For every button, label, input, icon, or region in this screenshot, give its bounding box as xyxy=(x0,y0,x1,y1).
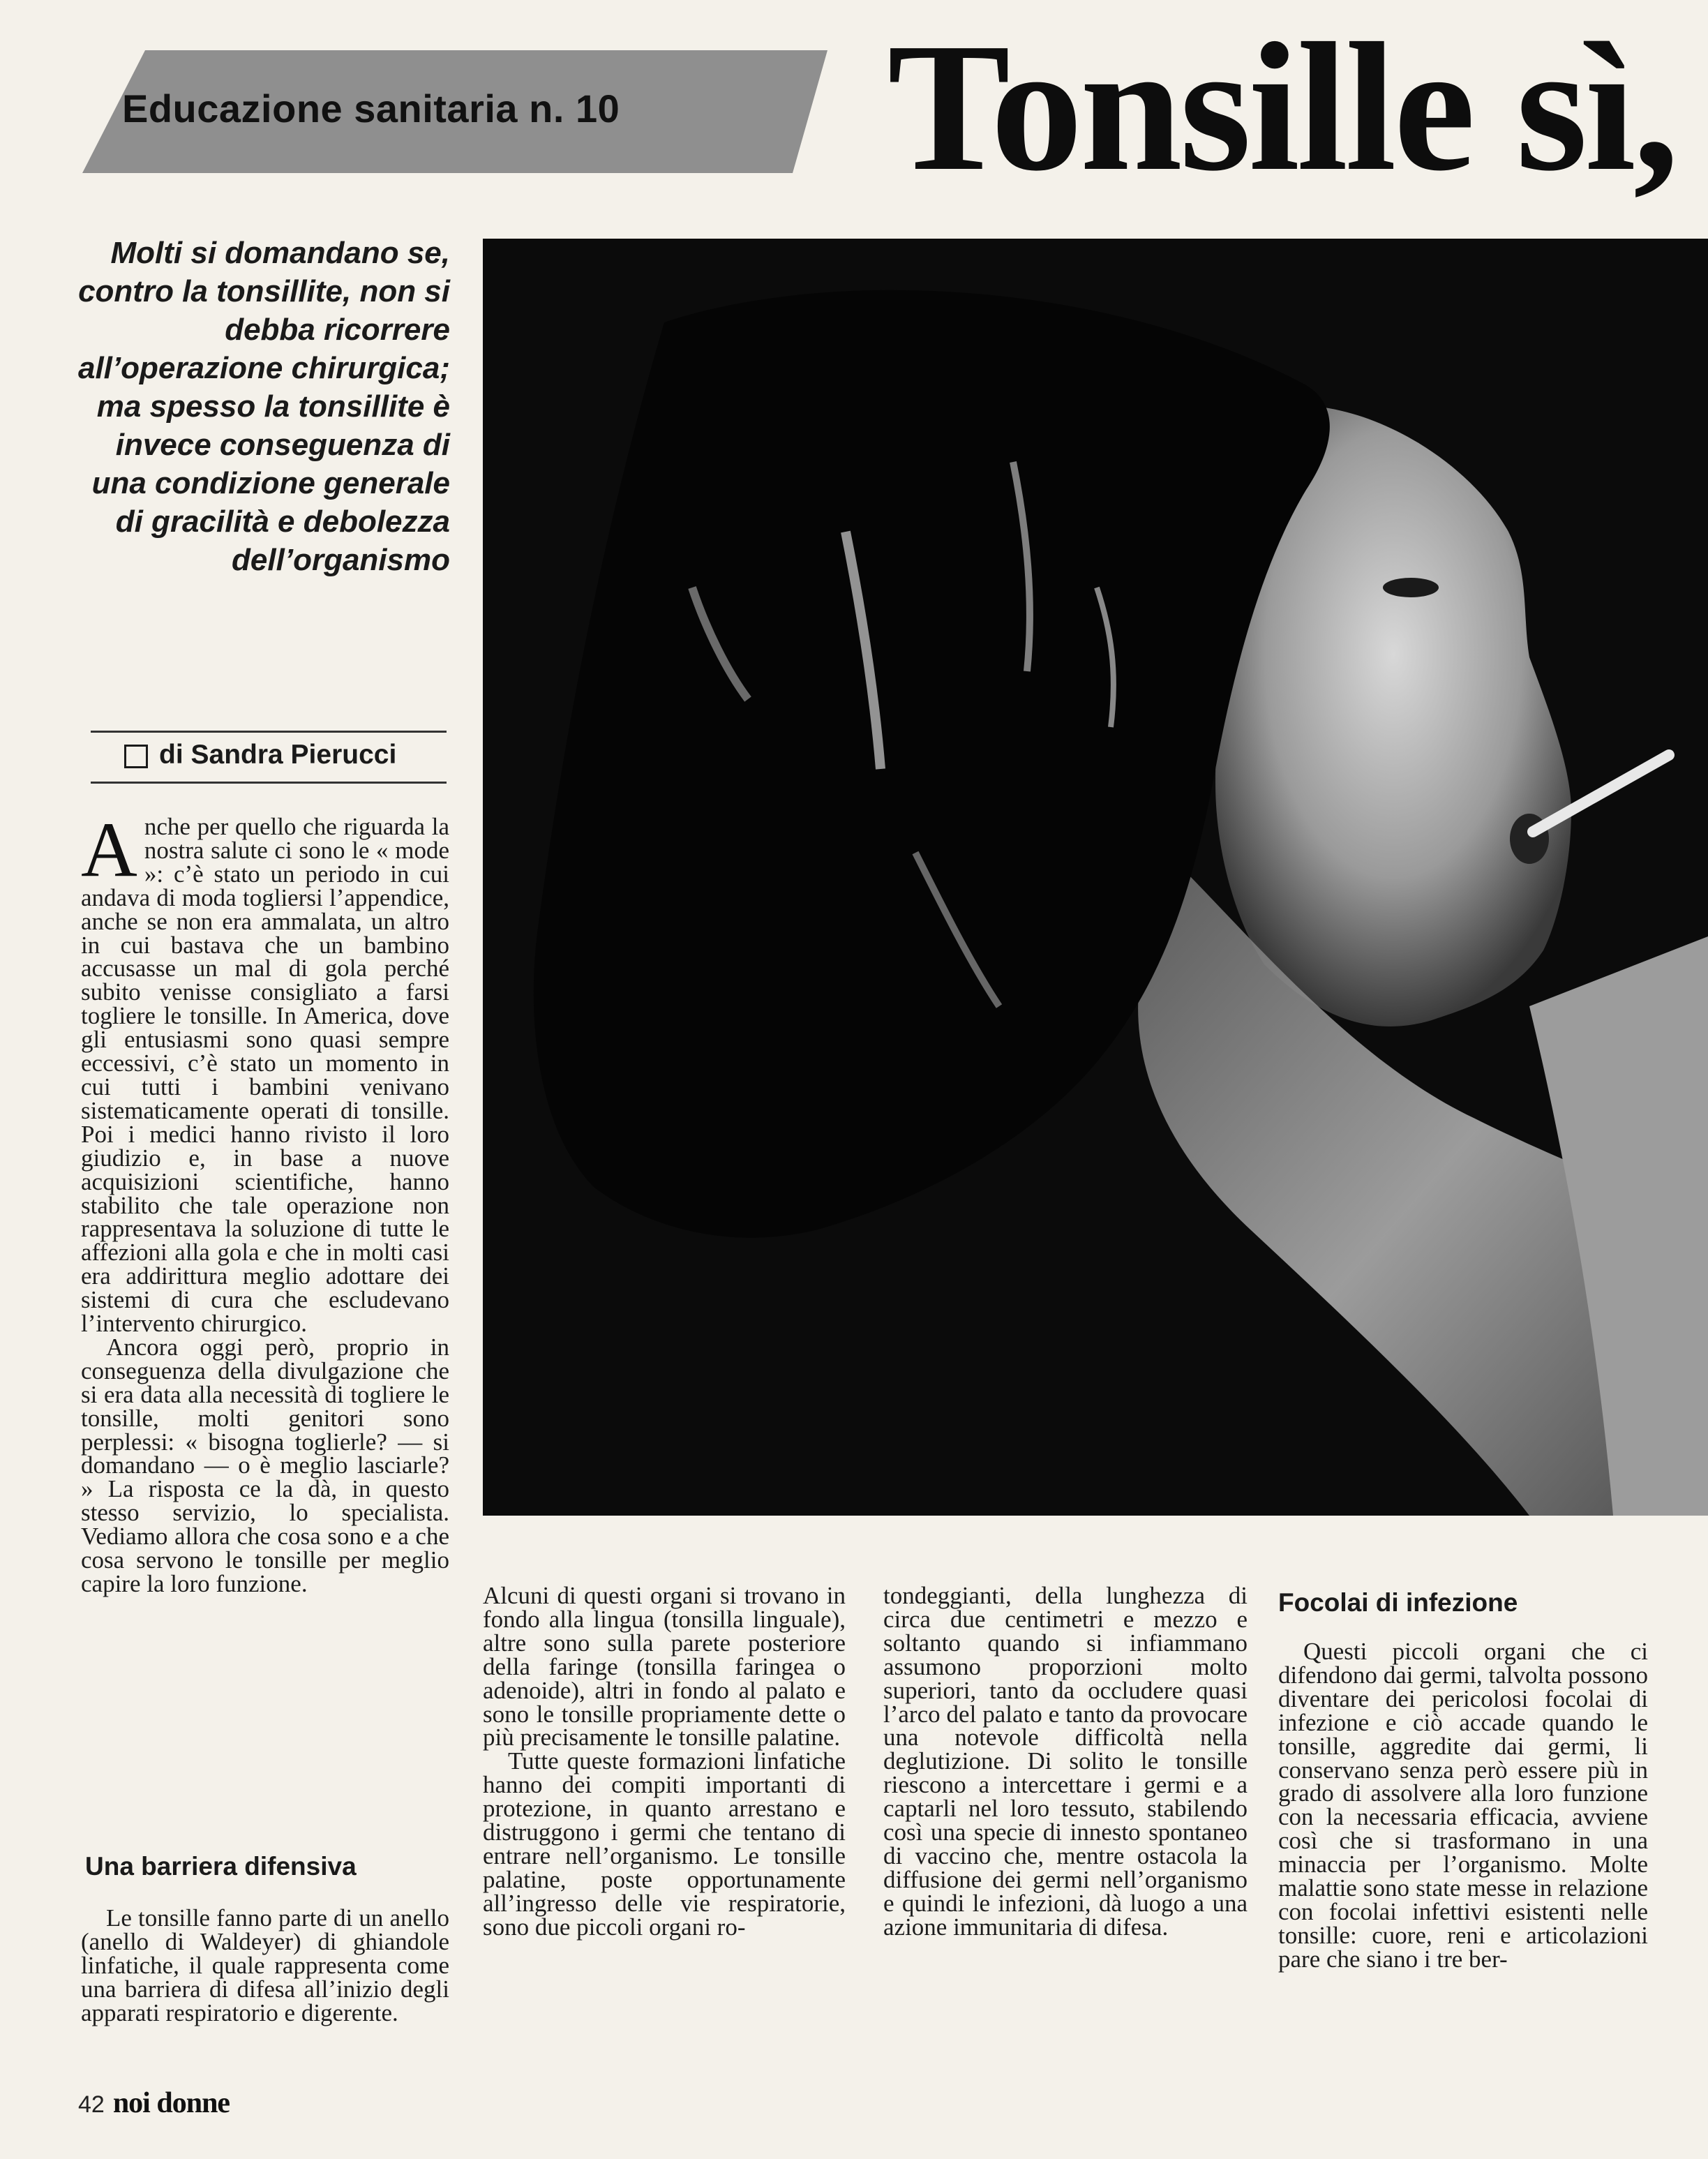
col1-paragraph-3: Le tonsille fanno parte di un anello (anello di Waldeyer) di ghiandole linfatiche, il quale rappresenta come una barriera di difesa all’inizio degli apparati respiratorio e digerente. xyxy=(81,1904,449,2026)
bullet-square-icon xyxy=(124,745,148,768)
byline: di Sandra Pierucci xyxy=(159,740,397,770)
page-footer xyxy=(78,2086,230,2120)
byline-rule-top xyxy=(91,731,447,733)
col2-paragraph-1: Alcuni di questi organi si trovano in fondo alla lingua (tonsilla linguale), altre sono sulla parete posteriore della faringe (tonsilla faringea o adenoide), altri in fondo al palato e sono le tonsille propriamente dette o più precisamente le tonsille palatine. xyxy=(483,1582,846,1751)
text-column-1 xyxy=(81,807,449,1597)
magazine-logo: noi donne xyxy=(112,2087,230,2119)
text-column-2 xyxy=(483,1584,846,1939)
series-label: Educazione sanitaria n. 10 xyxy=(122,87,620,130)
photo-icon xyxy=(483,239,1708,1516)
byline-rule-bottom xyxy=(91,782,447,784)
col2-paragraph-2: Tutte queste formazioni linfatiche hanno dei compiti importanti di protezione, in quanto arrestano e distruggono i germi che tentano di entrare nell’organismo. Le tonsille palatine, poste opportunamente all’ingresso delle vie respiratorie, sono due piccoli organi ro- xyxy=(483,1747,846,1941)
page-number: 42 xyxy=(78,2091,105,2118)
text-column-4 xyxy=(1278,1640,1648,1971)
col4-paragraph-1: Questi piccoli organi che ci difendono dai germi, talvolta possono diventare dei pericolosi focolai di infezione e ciò accade quando le tonsille, aggredite dai germi, li conservano senza però essere più in grado di assolvere alla loro funzione con la necessaria efficacia, avviene così che si trasformano in una minaccia per l’organismo. Molte malattie sono state messe in relazione con focolai infettivi esistenti nelle tonsille: cuore, reni e articolazioni pare che siano i tre ber- xyxy=(1278,1638,1648,1973)
subhead-focolai: Focolai di infezione xyxy=(1278,1588,1518,1617)
article-title: Tonsille sì, xyxy=(887,6,1677,209)
col1-paragraph-1: nche per quello che riguarda la nostra salute ci sono le « mode »: c’è stato un periodo in cui andava di moda togliersi l’appendice, anche se non era ammalata, un altro in cui bastava che un bambino accusasse un mal di gola perché subito venisse consigliato a farsi togliere le tonsille. In America, dove gli entusiasmi sono quasi sempre eccessivi, c’è stato un momento in cui tutti i bambini venivano sistematicamente operati di tonsille. Poi i medici hanno rivisto il loro giudizio e, in base a nuove acquisizioni scientifiche, hanno stabilito che tale operazione non rappresentava la soluzione di tutte le affezioni alla gola e che in molti casi era addirittura meglio adottare dei sistemi di cura che escludevano l’intervento chirurgico. xyxy=(81,813,449,1338)
col3-paragraph-1: tondeggianti, della lunghezza di circa due centimetri e mezzo e soltanto quando si infiammano assumono proporzioni molto superiori, tanto da occludere quasi l’arco del palato e tanto da provocare una notevole difficoltà nella deglutizione. Di solito le tonsille riescono a intercettare i germi e a captarli nel loro tessuto, stabilendo così una specie di innesto spontaneo di vaccino che, mentre ostacola la diffusione dei germi nell’organismo e quindi le infezioni, dà luogo a una azione immunitaria di difesa. xyxy=(883,1582,1248,1941)
text-column-3 xyxy=(883,1584,1248,1939)
article-lede: Molti si domandano se, contro la tonsillite, non si debba ricorrere all’operazione chirurgica; ma spesso la tonsillite è invece conseguenza di una condizione generale di gracilità e debolezza dell’organismo xyxy=(77,236,450,577)
text-column-1b xyxy=(81,1906,449,2025)
col1-paragraph-2: Ancora oggi però, proprio in conseguenza della divulgazione che si era data alla necessità di togliere le tonsille, molti genitori sono perplessi: « bisogna toglierle? — si domandano — o è meglio lasciarle? » La risposta ce la dà, in questo stesso servizio, lo specialista. Vediamo allora che cosa sono e a che cosa servono le tonsille per meglio capire la loro funzione. xyxy=(81,1333,449,1597)
dropcap: A xyxy=(81,807,137,893)
article-photo xyxy=(483,239,1708,1516)
subhead-barriera: Una barriera difensiva xyxy=(85,1852,357,1881)
